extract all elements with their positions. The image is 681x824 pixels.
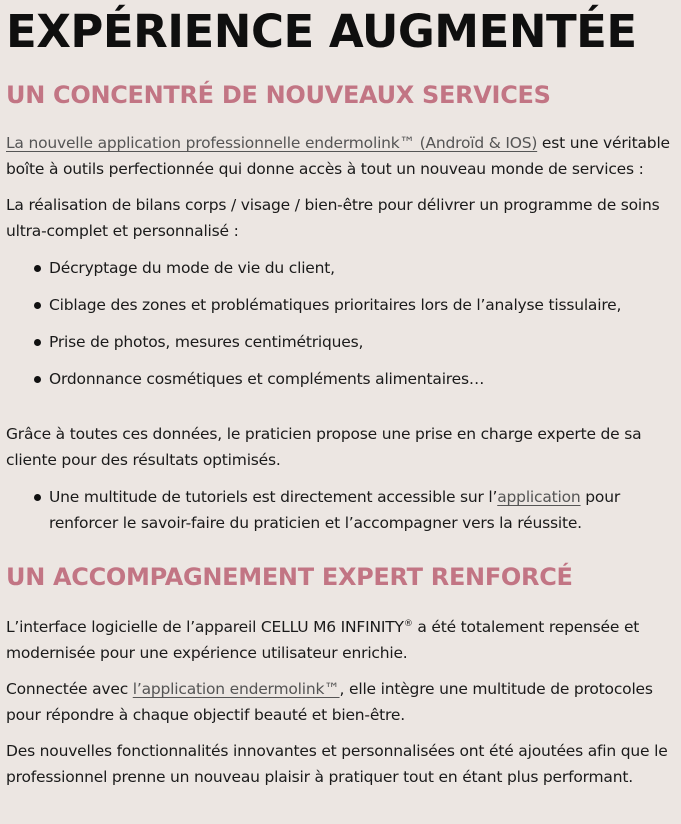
tutorial-text-before: Une multitude de tutoriels est directement accessible sur l’ bbox=[49, 488, 498, 506]
page-title: EXPÉRIENCE AUGMENTÉE bbox=[6, 5, 637, 58]
interface-text-before: L’interface logicielle de l’appareil CELLU M6 INFINITY bbox=[6, 618, 404, 636]
endermolink-app-link[interactable]: La nouvelle application professionnelle endermolink™ (Androïd & IOS) bbox=[6, 134, 538, 152]
list-item: Ordonnance cosmétiques et compléments alimentaires… bbox=[6, 366, 675, 392]
bilans-paragraph: La réalisation de bilans corps / visage / bien-être pour délivrer un programme de soins ultra-complet et personnalisé : bbox=[6, 196, 660, 240]
tutorial-text-after: pour renforcer le savoir-faire du praticien et l’accompagner vers la réussite. bbox=[49, 488, 621, 532]
connectee-paragraph bbox=[6, 676, 675, 728]
nouvelles-paragraph: Des nouvelles fonctionnalités innovantes et personnalisées ont été ajoutées afin que le professionnel prenne un nouveau plaisir à pratiquer tout en étant plus performant. bbox=[6, 742, 668, 786]
connectee-text-before: Connectée avec bbox=[6, 680, 133, 698]
interface-text-after: a été totalement repensée et modernisée pour une expérience utilisateur enrichie. bbox=[6, 618, 640, 662]
donnees-paragraph: Grâce à toutes ces données, le praticien propose une prise en charge experte de sa cliente pour des résultats optimisés. bbox=[6, 425, 642, 469]
intro-paragraph bbox=[6, 130, 675, 182]
endermolink-application-link[interactable]: l’application endermolink™ bbox=[132, 680, 340, 698]
list-item: Prise de photos, mesures centimétriques, bbox=[6, 329, 675, 355]
list-item: Ciblage des zones et problématiques prioritaires lors de l’analyse tissulaire, bbox=[6, 292, 675, 318]
list-item bbox=[6, 484, 675, 536]
interface-paragraph bbox=[6, 614, 675, 666]
section-heading-services: UN CONCENTRÉ DE NOUVEAUX SERVICES bbox=[6, 81, 551, 109]
intro-text: est une véritable boîte à outils perfectionnée qui donne accès à tout un nouveau monde de services : bbox=[6, 134, 670, 178]
services-list bbox=[6, 255, 675, 392]
connectee-text-after: , elle intègre une multitude de protocoles pour répondre à chaque objectif beauté et bien-être. bbox=[6, 680, 653, 724]
tutorial-list bbox=[6, 484, 675, 536]
section-heading-accompagnement: UN ACCOMPAGNEMENT EXPERT RENFORCÉ bbox=[6, 563, 573, 591]
registered-mark: ® bbox=[403, 618, 413, 629]
list-item: Décryptage du mode de vie du client, bbox=[6, 255, 675, 281]
application-link[interactable]: application bbox=[497, 488, 581, 506]
